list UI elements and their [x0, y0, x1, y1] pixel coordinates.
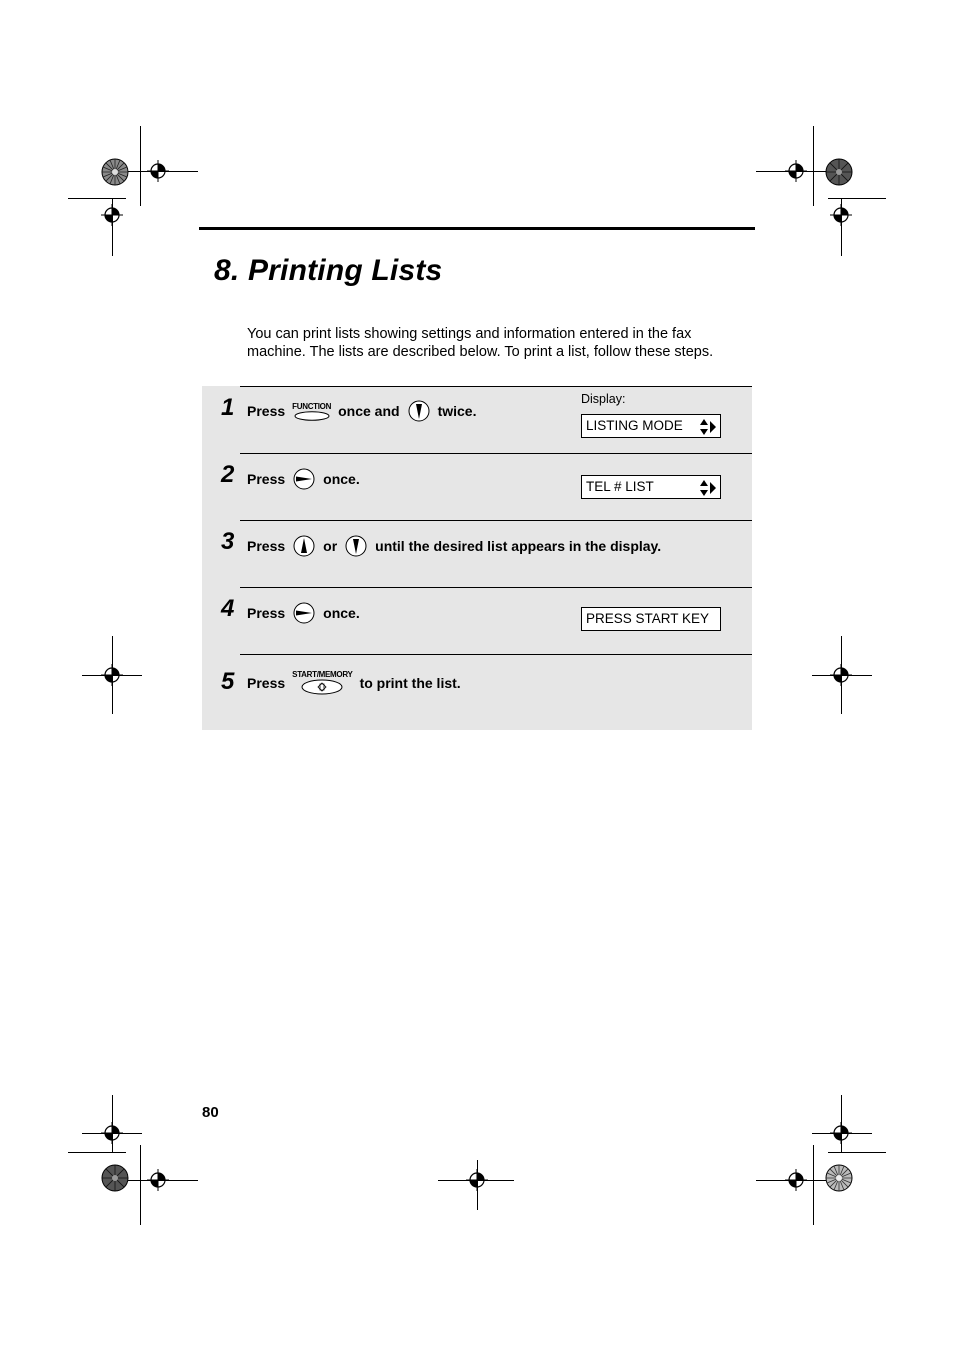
up-down-right-arrows-icon [699, 479, 717, 497]
crosshair-registration-icon [101, 664, 123, 686]
step-1-instruction [247, 400, 476, 422]
start-memory-key [292, 670, 352, 695]
lcd-text: PRESS START KEY [586, 611, 710, 626]
right-key [293, 468, 315, 490]
start-key-icon [301, 679, 343, 695]
crosshair-registration-icon [830, 204, 852, 226]
crop-line [68, 1152, 126, 1153]
step-text: once. [323, 605, 360, 621]
intro-paragraph: You can print lists showing settings and information entered in the fax machine. The lists are described below. To print a list, follow these steps. [247, 326, 714, 360]
crop-line [828, 1152, 886, 1153]
page-title: 8. Printing Lists [214, 254, 443, 287]
step-5-instruction [247, 670, 461, 695]
display-caption: Display: [581, 392, 626, 406]
header-rule [199, 227, 755, 230]
step-number: 2 [221, 461, 235, 488]
right-arrow-key-icon [293, 602, 315, 624]
crosshair-registration-icon [147, 1169, 169, 1191]
up-key [293, 535, 315, 557]
crop-line [813, 126, 814, 206]
step-divider [240, 520, 752, 521]
crop-line [813, 1145, 814, 1225]
function-key [292, 402, 331, 421]
step-text: to print the list. [359, 674, 461, 691]
crop-line [140, 126, 141, 206]
lcd-display [581, 475, 721, 499]
crosshair-registration-icon [101, 204, 123, 226]
right-key [293, 602, 315, 624]
oval-key-icon [294, 411, 330, 421]
step-3-instruction [247, 535, 661, 557]
step-text: until the desired list appears in the display. [375, 538, 662, 554]
step-number: 3 [221, 528, 235, 555]
step-text: Press [247, 605, 286, 621]
down-arrow-key-icon [408, 400, 430, 422]
right-arrow-key-icon [293, 468, 315, 490]
lcd-display [581, 414, 721, 438]
lcd-text: TEL # LIST [586, 479, 654, 494]
crosshair-registration-icon [830, 1122, 852, 1144]
step-text: once and [338, 403, 400, 419]
step-number: 5 [221, 668, 235, 695]
crosshair-registration-icon [830, 664, 852, 686]
starburst-registration-icon [101, 1164, 129, 1192]
step-text: twice. [437, 403, 477, 419]
steps-panel [202, 386, 752, 730]
step-text: Press [247, 471, 286, 487]
step-text: Press [247, 538, 286, 554]
crosshair-registration-icon [466, 1169, 488, 1191]
key-label: FUNCTION [292, 401, 332, 411]
step-2-instruction [247, 468, 360, 490]
crop-line [828, 198, 886, 199]
starburst-registration-icon [101, 158, 129, 186]
step-divider [240, 386, 752, 387]
crosshair-registration-icon [785, 1169, 807, 1191]
crosshair-registration-icon [147, 160, 169, 182]
down-key [345, 535, 367, 557]
step-text: once. [323, 471, 360, 487]
up-arrow-key-icon [293, 535, 315, 557]
page-number: 80 [202, 1104, 219, 1121]
crosshair-registration-icon [785, 160, 807, 182]
step-divider [240, 587, 752, 588]
down-key [408, 400, 430, 422]
starburst-registration-icon [825, 1164, 853, 1192]
step-text: Press [247, 674, 286, 691]
step-text: Press [247, 403, 286, 419]
key-label: START/MEMORY [292, 670, 353, 679]
step-text: or [323, 538, 338, 554]
step-4-instruction [247, 602, 360, 624]
step-number: 1 [221, 394, 235, 421]
up-down-right-arrows-icon [699, 418, 717, 436]
crop-line [140, 1145, 141, 1225]
step-divider [240, 654, 752, 655]
crosshair-registration-icon [101, 1122, 123, 1144]
crop-line [68, 198, 126, 199]
lcd-display [581, 607, 721, 631]
lcd-text: LISTING MODE [586, 418, 683, 433]
starburst-registration-icon [825, 158, 853, 186]
down-arrow-key-icon [345, 535, 367, 557]
step-number: 4 [221, 595, 235, 622]
step-divider [240, 453, 752, 454]
